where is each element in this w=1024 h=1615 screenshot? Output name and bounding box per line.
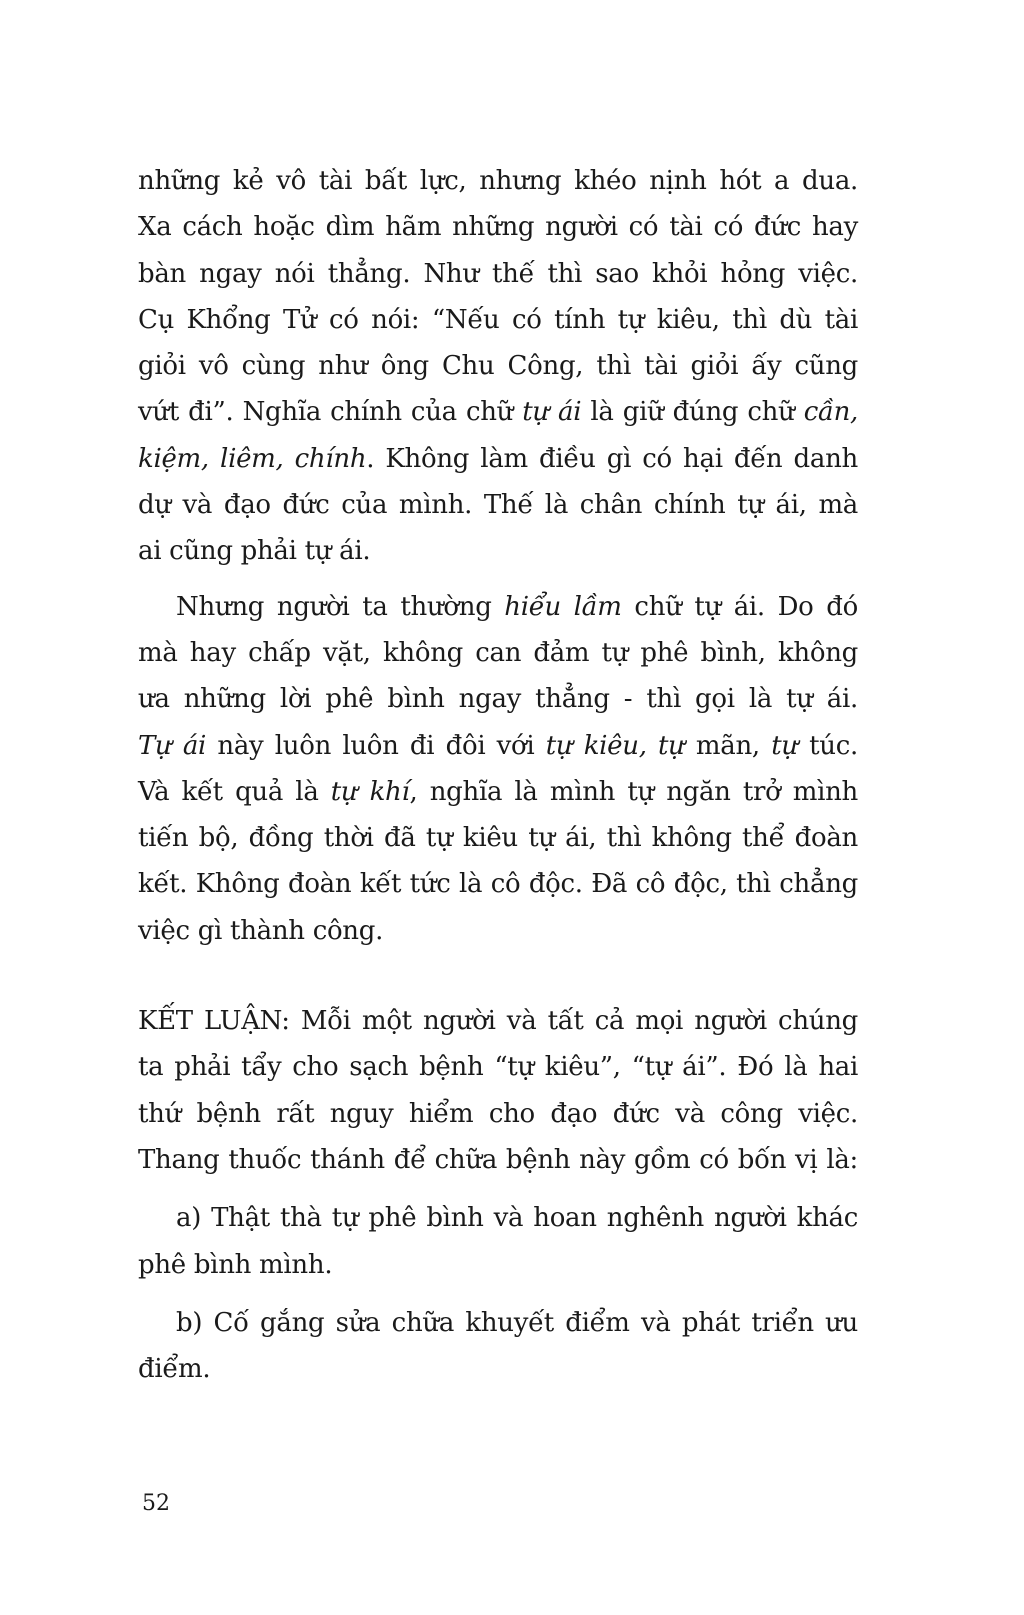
text-line — [138, 769, 858, 815]
text-line — [138, 158, 858, 204]
text-line — [138, 1300, 858, 1346]
page-number: 52 — [142, 1491, 170, 1516]
text-line — [138, 251, 858, 297]
italic-term: tự — [771, 730, 798, 761]
text-segment: , nghĩa là mình tự ngăn trở mình — [409, 776, 859, 807]
italic-term: hiểu lầm — [504, 591, 622, 622]
text-segment: này luôn luôn đi đôi với — [206, 730, 546, 761]
text-segment: KẾT LUẬN: Mỗi một người và tất cả mọi người chúng — [138, 1006, 858, 1037]
text-line — [138, 1346, 858, 1392]
text-line — [138, 389, 858, 435]
text-segment: phê bình mình. — [138, 1249, 333, 1280]
text-segment: Cụ Khổng Tử có nói: “Nếu có tính tự kiêu, thì dù tài — [138, 304, 858, 335]
text-line — [138, 1091, 858, 1137]
paragraph-spacer — [138, 1288, 858, 1300]
text-line — [138, 1195, 858, 1241]
text-line — [138, 861, 858, 907]
section-spacer — [138, 954, 858, 998]
italic-term: Tự ái — [138, 730, 207, 761]
italic-term: cần, — [803, 397, 858, 428]
text-line — [138, 482, 858, 528]
text-segment: Và kết quả là — [138, 776, 331, 807]
text-segment: dự và đạo đức của mình. Thế là chân chính tự ái, mà — [138, 490, 858, 521]
text-segment: tiến bộ, đồng thời đã tự kiêu tự ái, thì không thể đoàn — [138, 823, 858, 854]
text-line — [138, 584, 858, 630]
italic-term: kiệm, liêm, chính — [138, 443, 367, 474]
text-segment: Thang thuốc thánh để chữa bệnh này gồm có bốn vị là: — [138, 1144, 858, 1175]
text-line — [138, 815, 858, 861]
text-line — [138, 723, 858, 769]
text-line — [138, 297, 858, 343]
text-segment: điểm. — [138, 1354, 211, 1385]
italic-term: tự kiêu, tự — [545, 730, 685, 761]
paragraph-1 — [138, 158, 858, 575]
text-segment: bàn ngay nói thẳng. Như thế thì sao khỏi hỏng việc. — [138, 258, 858, 289]
text-line — [138, 204, 858, 250]
italic-term: tự ái — [522, 397, 582, 428]
text-segment: mãn, — [684, 730, 772, 761]
text-line — [138, 436, 858, 482]
paragraph-2 — [138, 584, 858, 954]
text-segment: kết. Không đoàn kết tức là cô độc. Đã cô độc, thì chẳng — [138, 869, 858, 900]
text-line — [138, 676, 858, 722]
text-segment: là giữ đúng chữ — [581, 397, 804, 428]
text-segment: b) Cố gắng sửa chữa khuyết điểm và phát triển ưu — [176, 1307, 858, 1338]
text-segment: chữ tự ái. Do đó — [621, 591, 858, 622]
text-line — [138, 1044, 858, 1090]
text-segment: . Không làm điều gì có hại đến danh — [366, 443, 858, 474]
paragraph-spacer — [138, 1183, 858, 1195]
conclusion-paragraph — [138, 998, 858, 1183]
text-segment: những kẻ vô tài bất lực, nhưng khéo nịnh hót a dua. — [138, 166, 858, 196]
text-segment: vứt đi”. Nghĩa chính của chữ — [138, 397, 523, 428]
text-segment: thứ bệnh rất nguy hiểm cho đạo đức và công việc. — [138, 1098, 858, 1129]
text-line — [138, 343, 858, 389]
text-segment: Xa cách hoặc dìm hãm những người có tài có đức hay — [138, 212, 858, 243]
text-line — [138, 528, 858, 574]
text-segment: Nhưng người ta thường — [176, 591, 505, 622]
text-segment: việc gì thành công. — [138, 915, 384, 946]
text-line — [138, 1242, 858, 1288]
list-item-a — [138, 1195, 858, 1288]
book-page-body — [138, 158, 858, 1392]
text-line — [138, 908, 858, 954]
text-segment: mà hay chấp vặt, không can đảm tự phê bình, không — [138, 637, 858, 668]
italic-term: tự khí — [330, 776, 410, 807]
text-segment: ưa những lời phê bình ngay thẳng - thì gọi là tự ái. — [138, 684, 858, 715]
text-line — [138, 998, 858, 1044]
text-segment: a) Thật thà tự phê bình và hoan nghênh người khác — [176, 1203, 858, 1234]
text-segment: túc. — [797, 730, 858, 761]
text-segment: ta phải tẩy cho sạch bệnh “tự kiêu”, “tự ái”. Đó là hai — [138, 1052, 858, 1083]
text-segment: giỏi vô cùng như ông Chu Công, thì tài giỏi ấy cũng — [138, 351, 858, 382]
text-line — [138, 1137, 858, 1183]
list-item-b — [138, 1300, 858, 1393]
paragraph-spacer — [138, 575, 858, 584]
text-line — [138, 630, 858, 676]
text-segment: ai cũng phải tự ái. — [138, 536, 371, 567]
